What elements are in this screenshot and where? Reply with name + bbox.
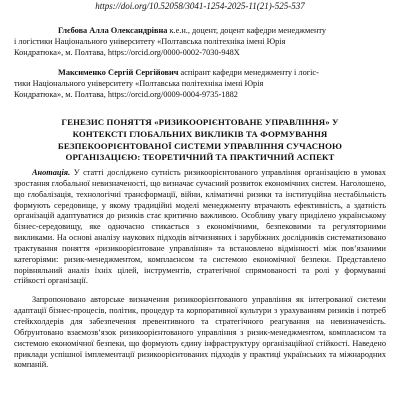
author-2-line-1 <box>0 68 400 79</box>
abstract <box>14 168 386 371</box>
author-1-line-1 <box>0 26 400 37</box>
abstract-label: Анотація. <box>32 168 71 177</box>
abstract-paragraph-1-text: У статті досліджено сутність ризикоорієнтованого управління організацією в умовах зростання глобальної невизначеності, що визначає сучасний розвиток економічних систем. Наголошено, що глобалізація, технологічні трансформації, війни, кліматичні ризики та інституційна нестабільність формують середовище, у якому традиційні моделі менеджменту втрачають ефективність, а здатність організацій адаптуватися до ризиків стає критично важливою. Особливу увагу приділено українському бізнес-середовищу, яке одночасно стикається з економічними, безпековими та регуляторними викликами. На основі аналізу наукових підходів вітчизняних і зарубіжних дослідників систематизовано трактування поняття «ризикоорієнтоване управління» та встановлено відмінності між пов’язаними категоріями: ризик-менеджментом, комплаєнсом та системою економічної безпеки. Представлено порівняльний аналіз їхніх цілей, інструментів, стратегічної спрямованості та ролі у формуванні стійкості організації. <box>14 168 386 286</box>
title-line-1: ГЕНЕЗИС ПОНЯТТЯ «РИЗИКООРІЄНТОВАНЕ УПРАВЛІННЯ» У <box>61 117 339 127</box>
author-2-name: Максименко Сергій Сергійович <box>58 68 179 77</box>
author-1-position: к.е.н., доцент, доцент кафедри менеджменту <box>167 26 327 35</box>
author-1-affiliation: і логістики Національного університету «Полтавська політехніка імені Юрія <box>14 36 286 46</box>
author-block-1 <box>0 26 400 59</box>
title-line-2: КОНТЕКСТІ ГЛОБАЛЬНИХ ВИКЛИКІВ ТА ФОРМУВАННЯ <box>72 128 328 139</box>
abstract-paragraph-1 <box>14 168 386 287</box>
author-2-orcid: Кондратюка», м. Полтава, https://orcid.org/0009-0004-9735-1882 <box>14 89 238 99</box>
author-2-position: аспірант кафедри менеджменту і логіс- <box>178 68 319 77</box>
author-1-name: Глєбова Алла Олександрівна <box>58 26 168 35</box>
doi-link[interactable]: https://doi.org/10.52058/3041-1254-2025-11(21)-525-537 <box>95 1 305 11</box>
article-title <box>30 117 370 164</box>
title-line-3: БЕЗПЕКООРІЄНТОВАНОЇ СИСТЕМИ УПРАВЛІННЯ СУЧАСНОЮ <box>57 140 343 151</box>
author-block-2 <box>0 68 400 101</box>
abstract-paragraph-2: Запропоновано авторське визначення ризикоорієнтованого управління як інтегрованої системи адаптації бізнес-процесів, політик, процедур та корпоративної культури з урахуванням ризиків і потреб стейкхолдерів для забезпечення превентивного та стратегічного реагування на невизначеність. Обґрунтовано взаємозв’язок ризикоорієнтованого управління з ризик-менеджментом, комплаєнсом та системою економічної безпеки, що формують єдину інфраструктуру організаційної стійкості. Наведено приклади успішної імплементації ризикоорієнтованих підходів у практиці українських та міжнародних компаній. <box>14 295 386 370</box>
author-2-affiliation: тики Національного університету «Полтавська політехніка імені Юрія <box>14 78 264 88</box>
author-1-orcid: Кондратюка», м. Полтава, https://orcid.org/0000-0002-7030-948X <box>14 47 240 57</box>
title-line-4: ОРГАНІЗАЦІЄЮ: ТЕОРЕТИЧНИЙ ТА ПРАКТИЧНИЙ АСПЕКТ <box>65 152 335 163</box>
